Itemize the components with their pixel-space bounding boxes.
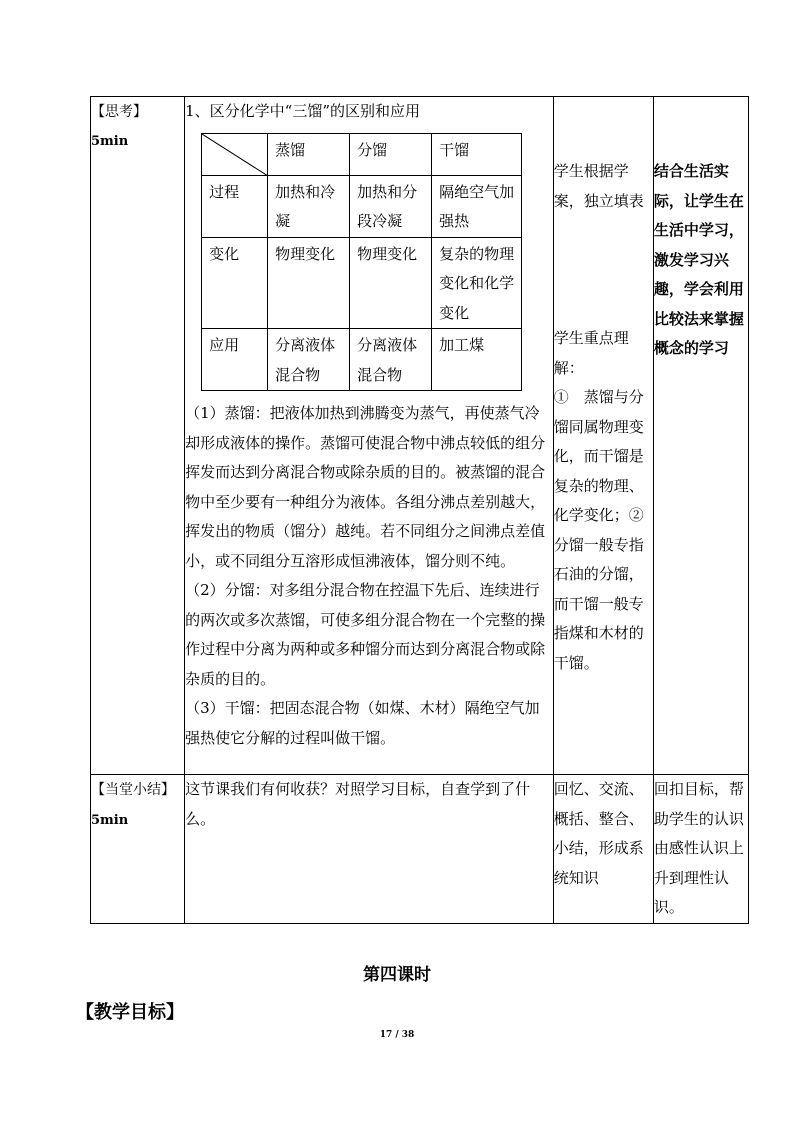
header-fenliu: 分馏 [350, 133, 432, 175]
summary-student: 回忆、交流、概括、整合、小结，形成系统知识 [553, 775, 653, 924]
table-cell: 加热和分段冷凝 [350, 175, 432, 237]
row-thinking [91, 97, 749, 775]
paragraph-fractionation: （2）分馏：对多组分混合物在控温下先后、连续进行的两次或多次蒸馏，可使多组分混合物在一个完整的操作过程中分离为两种或多种馏分而达到分离混合物或除杂质的目的。 [185, 581, 546, 688]
distillation-table [201, 133, 522, 392]
table-row [202, 175, 522, 237]
paragraph-dry-distillation: （3）干馏：把固态混合物（如煤、木材）隔绝空气加强热使它分解的过程叫做干馏。 [185, 699, 540, 747]
thinking-time: 5min [91, 134, 129, 149]
table-cell: 物理变化 [268, 237, 350, 329]
diagonal-header-cell [202, 133, 268, 175]
thinking-label: 【思考】 [91, 104, 147, 120]
student-activity-cell [553, 97, 653, 775]
page-number: 17 / 38 [379, 1030, 415, 1040]
row-name: 过程 [202, 175, 268, 237]
table-row [202, 329, 522, 391]
table-cell: 分离液体混合物 [268, 329, 350, 391]
section-heading: 第四课时 [363, 965, 431, 985]
row-name: 变化 [202, 237, 268, 329]
table-cell: 加热和冷凝 [268, 175, 350, 237]
thinking-title: 1、区分化学中“三馏”的区别和应用 [185, 102, 421, 120]
student-activity-2: 学生重点理解： [553, 329, 629, 377]
table-cell: 复杂的物理变化和化学变化 [432, 237, 522, 329]
student-activity-3: ① 蒸馏与分馏同属物理变化，而干馏是复杂的物理、化学变化；②分馏一般专指石油的分馏，而干馏一般专指煤和木材的干馏。 [553, 388, 644, 672]
table-row [202, 237, 522, 329]
student-activity-1: 学生根据学案，独立填表 [553, 162, 644, 210]
design-intent-cell: 结合生活实际，让学生在生活中学习，激发学习兴趣，学会利用比较法来掌握概念的学习 [653, 97, 748, 775]
header-zhengliu: 蒸馏 [268, 133, 350, 175]
table-cell: 物理变化 [350, 237, 432, 329]
summary-label-cell [91, 775, 185, 924]
summary-content: 这节课我们有何收获？对照学习目标，自查学到了什么。 [185, 775, 554, 924]
table-cell: 加工煤 [432, 329, 522, 391]
row-name: 应用 [202, 329, 268, 391]
summary-label: 【当堂小结】 [91, 782, 175, 798]
table-cell: 隔绝空气加强热 [432, 175, 522, 237]
thinking-content-cell [185, 97, 554, 775]
paragraph-distillation: （1）蒸馏：把液体加热到沸腾变为蒸气，再使蒸气冷却形成液体的操作。蒸馏可使混合物中沸点较低的组分挥发而达到分离混合物或除杂质的目的。被蒸馏的混合物中至少要有一种组分为液体。各组分沸点差别越大，挥发出的物质（馏分）越纯。若不同组分之间沸点差值小，或不同组分互溶形成恒沸液体，馏分则不纯。 [185, 404, 546, 570]
thinking-label-cell [91, 97, 185, 775]
table-cell: 分离液体混合物 [350, 329, 432, 391]
lesson-table [90, 96, 749, 924]
summary-time: 5min [91, 813, 129, 828]
goal-heading: 【教学目标】 [76, 1002, 184, 1023]
row-summary [91, 775, 749, 924]
summary-intent: 回扣目标，帮助学生的认识由感性认识上升到理性认识。 [653, 775, 748, 924]
header-ganliu: 干馏 [432, 133, 522, 175]
diagonal-line [202, 134, 268, 176]
